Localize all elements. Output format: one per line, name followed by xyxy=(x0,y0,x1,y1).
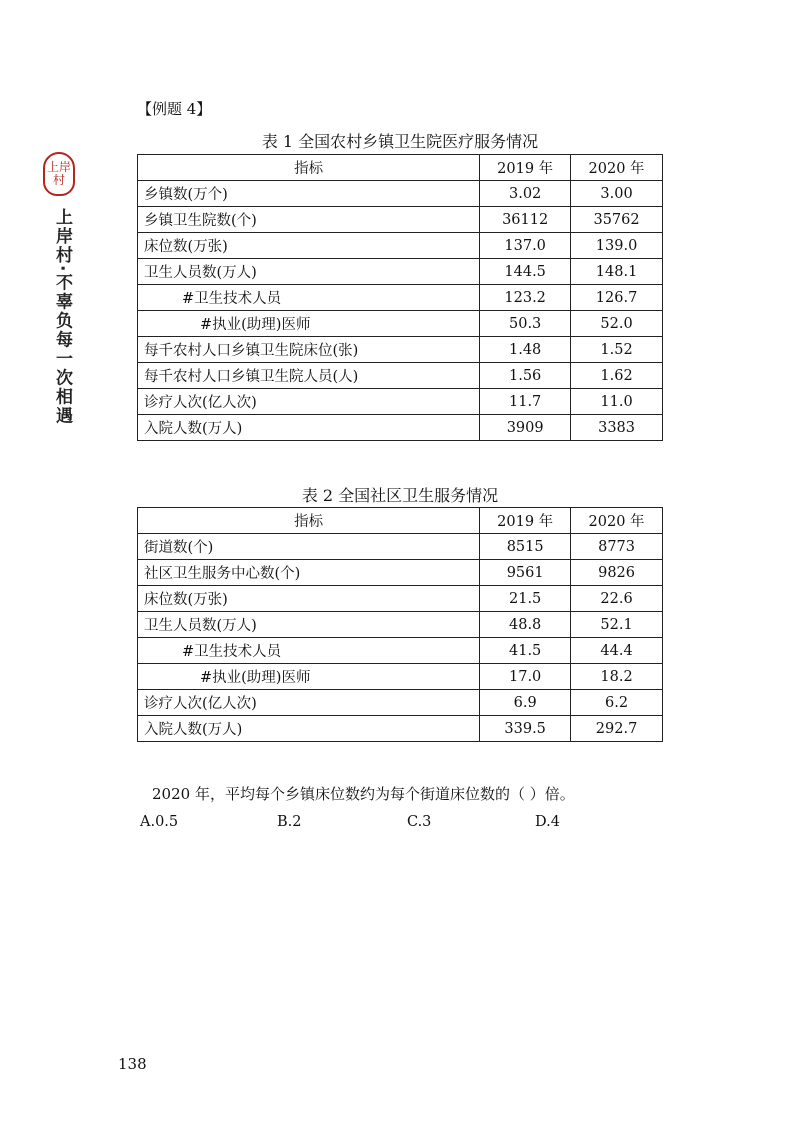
value-2019: 48.8 xyxy=(480,612,571,638)
table-row xyxy=(138,612,663,638)
value-2019: 3.02 xyxy=(480,181,571,207)
page-number: 138 xyxy=(118,1055,147,1073)
table-row xyxy=(138,207,663,233)
column-header: 2020 年 xyxy=(571,508,663,534)
value-2020: 6.2 xyxy=(571,690,663,716)
value-2020: 292.7 xyxy=(571,716,663,742)
table-row xyxy=(138,638,663,664)
value-2019: 3909 xyxy=(480,415,571,441)
value-2019: 144.5 xyxy=(480,259,571,285)
value-2019: 339.5 xyxy=(480,716,571,742)
value-2020: 44.4 xyxy=(571,638,663,664)
table-row xyxy=(138,690,663,716)
value-2019: 36112 xyxy=(480,207,571,233)
row-label: 卫生人员数(万人) xyxy=(138,612,480,638)
value-2019: 11.7 xyxy=(480,389,571,415)
row-label: 乡镇数(万个) xyxy=(138,181,480,207)
table-row xyxy=(138,415,663,441)
value-2020: 1.52 xyxy=(571,337,663,363)
column-header: 2019 年 xyxy=(480,155,571,181)
row-label: 卫生人员数(万人) xyxy=(138,259,480,285)
value-2019: 123.2 xyxy=(480,285,571,311)
table-row xyxy=(138,311,663,337)
value-2020: 3.00 xyxy=(571,181,663,207)
brand-logo: 上岸村 xyxy=(43,152,75,196)
value-2019: 17.0 xyxy=(480,664,571,690)
option-c[interactable]: C.3 xyxy=(407,814,432,830)
value-2020: 11.0 xyxy=(571,389,663,415)
column-header: 2019 年 xyxy=(480,508,571,534)
value-2020: 52.1 xyxy=(571,612,663,638)
value-2020: 148.1 xyxy=(571,259,663,285)
row-label: 诊疗人次(亿人次) xyxy=(138,389,480,415)
table-row xyxy=(138,285,663,311)
value-2019: 41.5 xyxy=(480,638,571,664)
table-row xyxy=(138,389,663,415)
row-label: 街道数(个) xyxy=(138,534,480,560)
table-row xyxy=(138,534,663,560)
table-row xyxy=(138,586,663,612)
value-2019: 1.48 xyxy=(480,337,571,363)
table1 xyxy=(137,154,663,441)
row-label: 入院人数(万人) xyxy=(138,415,480,441)
row-label: 入院人数(万人) xyxy=(138,716,480,742)
value-2020: 22.6 xyxy=(571,586,663,612)
brand-slogan: 上岸村·不辜负每一次相遇 xyxy=(52,208,72,426)
value-2020: 1.62 xyxy=(571,363,663,389)
row-label: 床位数(万张) xyxy=(138,586,480,612)
table-row xyxy=(138,560,663,586)
row-label: 每千农村人口乡镇卫生院人员(人) xyxy=(138,363,480,389)
row-label: 床位数(万张) xyxy=(138,233,480,259)
row-label: #卫生技术人员 xyxy=(138,638,480,664)
value-2020: 3383 xyxy=(571,415,663,441)
row-label: #卫生技术人员 xyxy=(138,285,480,311)
value-2019: 137.0 xyxy=(480,233,571,259)
table-row xyxy=(138,664,663,690)
value-2020: 126.7 xyxy=(571,285,663,311)
value-2019: 6.9 xyxy=(480,690,571,716)
row-label: 每千农村人口乡镇卫生院床位(张) xyxy=(138,337,480,363)
value-2019: 1.56 xyxy=(480,363,571,389)
value-2020: 52.0 xyxy=(571,311,663,337)
table-row xyxy=(138,181,663,207)
option-d[interactable]: D.4 xyxy=(535,814,560,830)
table2-header-row xyxy=(138,508,663,534)
table2 xyxy=(137,507,663,742)
column-header: 指标 xyxy=(138,508,480,534)
option-a[interactable]: A.0.5 xyxy=(140,814,179,830)
row-label: #执业(助理)医师 xyxy=(138,311,480,337)
answer-options xyxy=(140,814,640,834)
table-row xyxy=(138,337,663,363)
option-b[interactable]: B.2 xyxy=(277,814,302,830)
row-label: 乡镇卫生院数(个) xyxy=(138,207,480,233)
row-label: 社区卫生服务中心数(个) xyxy=(138,560,480,586)
table1-header-row xyxy=(138,155,663,181)
value-2020: 18.2 xyxy=(571,664,663,690)
row-label: #执业(助理)医师 xyxy=(138,664,480,690)
table-row xyxy=(138,716,663,742)
table-row xyxy=(138,259,663,285)
value-2019: 50.3 xyxy=(480,311,571,337)
example-label: 【例题 4】 xyxy=(137,100,212,118)
value-2019: 8515 xyxy=(480,534,571,560)
row-label: 诊疗人次(亿人次) xyxy=(138,690,480,716)
value-2020: 139.0 xyxy=(571,233,663,259)
table-row xyxy=(138,363,663,389)
column-header: 2020 年 xyxy=(571,155,663,181)
table1-caption: 表 1 全国农村乡镇卫生院医疗服务情况 xyxy=(261,132,539,151)
question-text: 2020 年，平均每个乡镇床位数约为每个街道床位数的（ ）倍。 xyxy=(152,785,575,803)
value-2020: 8773 xyxy=(571,534,663,560)
value-2019: 9561 xyxy=(480,560,571,586)
table-row xyxy=(138,233,663,259)
value-2020: 35762 xyxy=(571,207,663,233)
value-2020: 9826 xyxy=(571,560,663,586)
column-header: 指标 xyxy=(138,155,480,181)
table2-caption: 表 2 全国社区卫生服务情况 xyxy=(301,486,499,505)
value-2019: 21.5 xyxy=(480,586,571,612)
